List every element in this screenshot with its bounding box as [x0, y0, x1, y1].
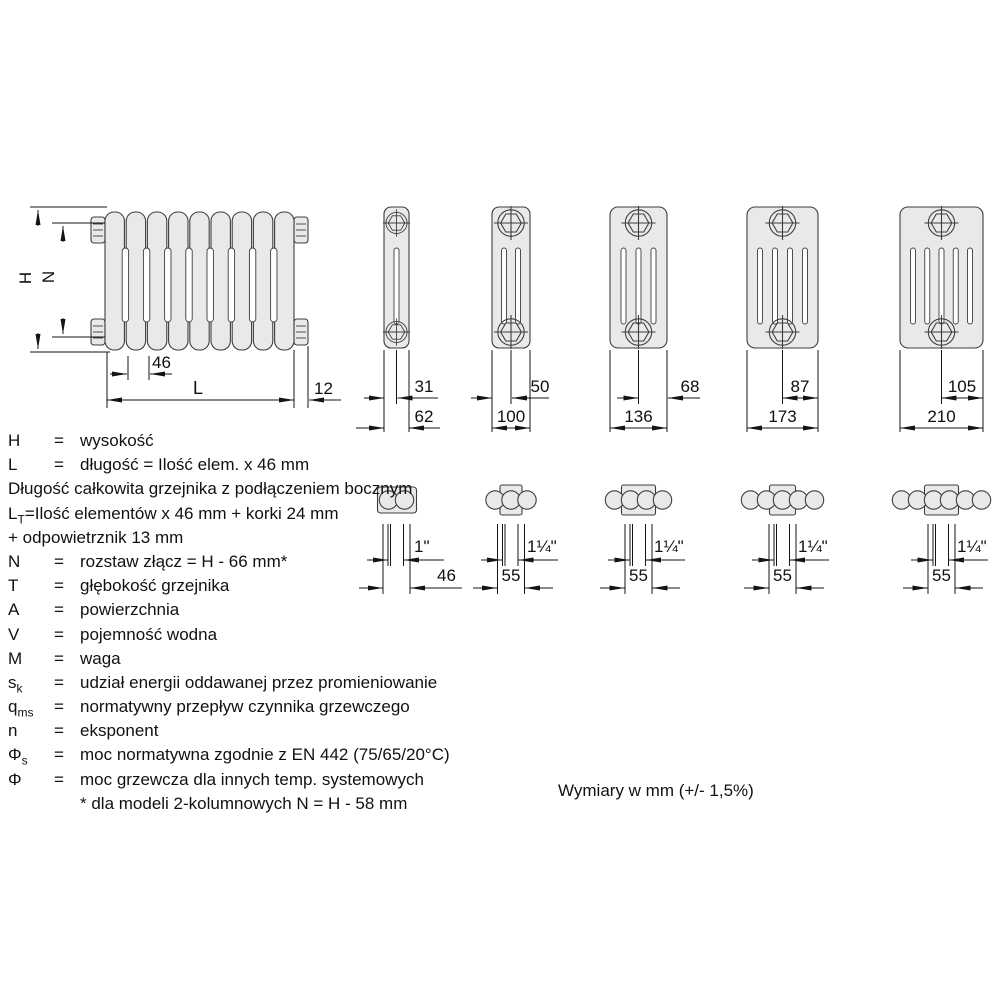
end-offset-label: 12 — [314, 379, 333, 398]
half-depth-label: 31 — [414, 377, 434, 396]
legend-row-pojemnosc: V = pojemność wodna — [8, 623, 450, 647]
legend-row-wysokosc: H = wysokość — [8, 429, 450, 453]
depth-label: 62 — [414, 407, 434, 426]
top-view-6-column — [892, 485, 990, 594]
legend-symbol: $\Phi_s$ — [8, 745, 28, 768]
legend-symbol: M — [8, 648, 23, 668]
legend-row-glebokosc: T = głębokość grzejnika — [8, 574, 450, 598]
element-width-label: 55 — [773, 566, 792, 585]
height-dim-label: H — [16, 271, 35, 285]
front-view — [16, 207, 341, 408]
spacing-dim-label: N — [39, 270, 58, 284]
connection-stub — [294, 319, 308, 345]
legend-row-qms: $q_{ms}$ = normatywny przepływ czynnika grzewczego — [8, 695, 450, 719]
legend-row-lt: $L_T=Ilość$ elementów x 46 mm + korki 24 mm — [8, 503, 339, 526]
legend-row-dlugosc-calkowita: Długość całkowita grzejnika z podłączeniem bocznym — [8, 479, 413, 499]
legend-row-phi-s: $\Phi_s$ = moc normatywna zgodnie z EN 442 (75/65/20°C) — [8, 743, 450, 767]
legend-row-sk: $s_k$ = udział energii oddawanej przez promieniowanie — [8, 671, 450, 695]
connection-stub — [91, 217, 105, 243]
element-width-label: 55 — [501, 566, 521, 585]
top-view-5-column — [741, 485, 829, 594]
legend-footnote: * dla modeli 2-kolumnowych N = H - 58 mm — [80, 793, 408, 813]
element-width-label: 55 — [629, 566, 648, 585]
cross-section-2-column — [356, 207, 440, 432]
connection-stub — [91, 319, 105, 345]
half-depth-label: 105 — [947, 377, 977, 396]
length-dim-label: L — [192, 378, 204, 398]
legend-row-waga: M = waga — [8, 647, 450, 671]
top-view-3-column — [473, 485, 558, 594]
legend — [8, 429, 450, 816]
connection-size-label: 1" — [414, 537, 430, 556]
legend-symbol: A — [8, 600, 20, 620]
element-width-label: 55 — [932, 566, 951, 585]
top-view-4-column — [600, 485, 685, 594]
depth-label: 173 — [768, 407, 797, 426]
dimensions-note: Wymiary w mm (+/- 1,5%) — [558, 781, 754, 800]
connection-size-label: 1¼" — [957, 537, 987, 556]
legend-row-odpowietrznik: + odpowietrznik 13 mm — [8, 527, 184, 547]
legend-row-eksponent: n = eksponent — [8, 719, 450, 743]
connection-size-label: 1¼" — [527, 537, 557, 556]
depth-label: 136 — [624, 407, 653, 426]
connection-size-label: 1¼" — [654, 537, 684, 556]
half-depth-label: 68 — [680, 377, 700, 396]
legend-row-powierzchnia: A = powierzchnia — [8, 598, 450, 622]
legend-row-dlugosc: L = długość = Ilość elem. x 46 mm — [8, 453, 450, 477]
cross-section-4-column — [610, 206, 700, 432]
radiator-columns — [105, 212, 294, 350]
cross-section-5-column — [747, 206, 818, 432]
legend-symbol: N — [8, 551, 21, 571]
legend-row-phi: Φ = moc grzewcza dla innych temp. systemowych — [8, 768, 450, 792]
cross-section-6-column — [900, 206, 983, 432]
depth-label: 100 — [496, 407, 526, 426]
legend-symbol: H — [8, 431, 21, 450]
connection-size-label: 1¼" — [798, 537, 828, 556]
depth-label: 210 — [927, 407, 956, 426]
element-width-label: 46 — [437, 566, 456, 585]
element-pitch-label: 46 — [152, 353, 171, 372]
half-depth-label: 87 — [790, 377, 810, 396]
legend-symbol: L — [8, 455, 18, 475]
legend-symbol: Φ — [8, 769, 22, 789]
half-depth-label: 50 — [530, 377, 550, 396]
legend-symbol: V — [8, 624, 20, 644]
connection-stub — [294, 217, 308, 243]
legend-symbol: T — [8, 576, 19, 596]
legend-symbol: n — [8, 721, 18, 741]
cross-section-3-column — [471, 206, 549, 432]
legend-symbol: $q_{ms}$ — [8, 697, 34, 720]
legend-symbol: $s_k$ — [8, 672, 23, 696]
legend-row-rozstaw: N = rozstaw złącz = H - 66 mm* — [8, 550, 450, 574]
